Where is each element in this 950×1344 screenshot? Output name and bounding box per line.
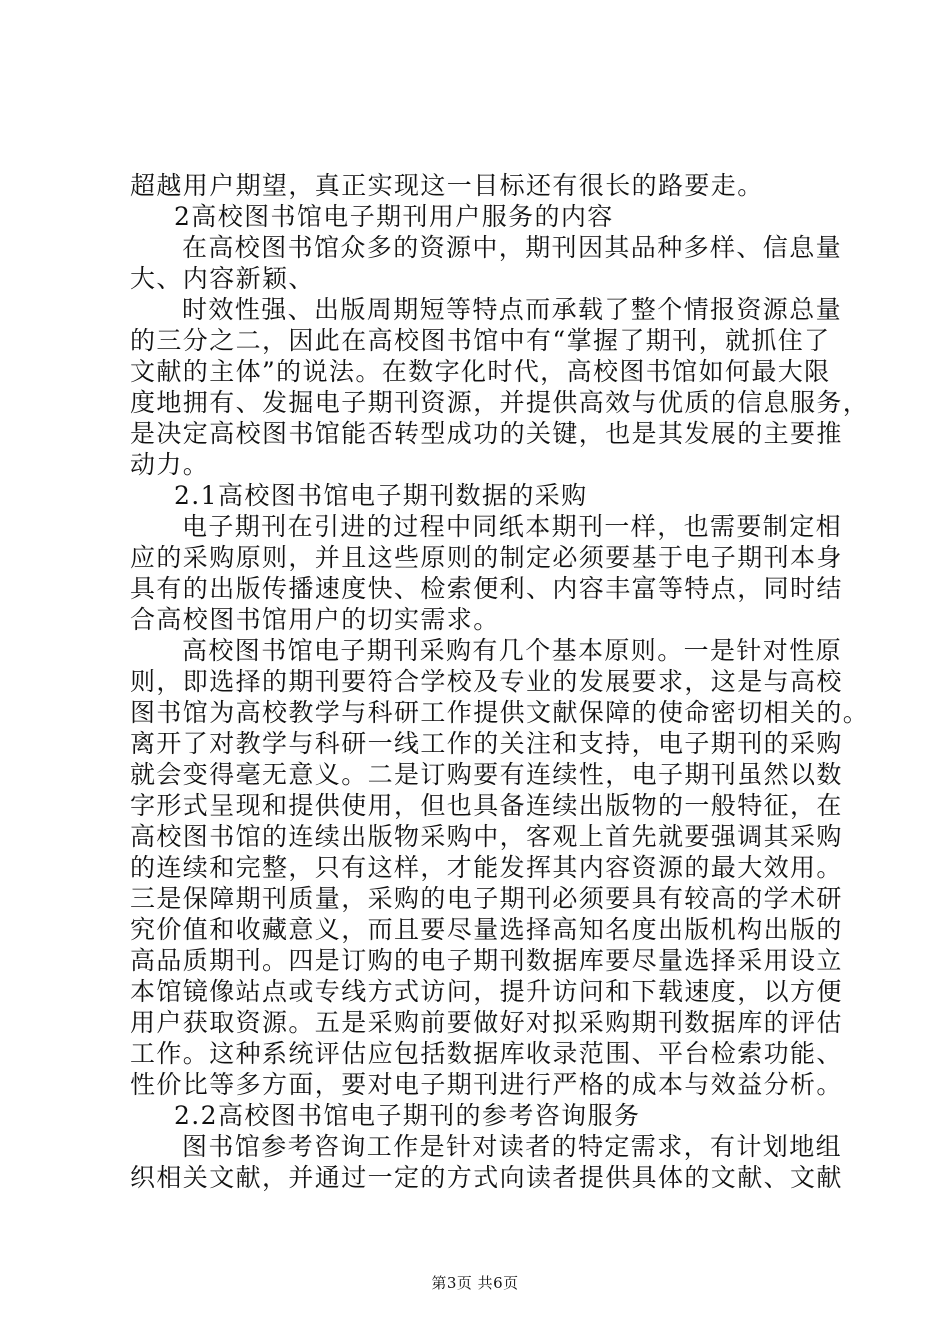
subsection-heading: 2.1高校图书馆电子期刊数据的采购: [174, 481, 588, 510]
body-line: 合高校图书馆用户的切实需求。: [130, 605, 500, 634]
body-line: 就会变得毫无意义。二是订购要有连续性，电子期刊虽然以数: [130, 760, 843, 789]
body-line: 性价比等多方面，要对电子期刊进行严格的成本与效益分析。: [130, 1070, 843, 1099]
body-line: 三是保障期刊质量，采购的电子期刊必须要具有较高的学术研: [130, 884, 843, 913]
body-line: 图书馆为高校教学与科研工作提供文献保障的使命密切相关的。: [130, 698, 870, 727]
body-line: 织相关文献，并通过一定的方式向读者提供具体的文献、文献: [130, 1163, 843, 1192]
paragraph-start-line: 高校图书馆电子期刊采购有几个基本原则。一是针对性原: [182, 636, 843, 665]
body-line: 则，即选择的期刊要符合学校及专业的发展要求，这是与高校: [130, 667, 843, 696]
body-line: 是决定高校图书馆能否转型成功的关键，也是其发展的主要推: [130, 419, 843, 448]
body-line: 究价值和收藏意义，而且要尽量选择高知名度出版机构出版的: [130, 915, 843, 944]
body-line: 超越用户期望，真正实现这一目标还有很长的路要走。: [130, 171, 764, 200]
body-line: 高校图书馆的连续出版物采购中，客观上首先就要强调其采购: [130, 822, 843, 851]
body-line: 工作。这种系统评估应包括数据库收录范围、平台检索功能、: [130, 1039, 843, 1068]
page-footer: 第3页 共6页: [431, 1274, 519, 1292]
body-line: 的连续和完整，只有这样，才能发挥其内容资源的最大效用。: [130, 853, 843, 882]
body-line: 用户获取资源。五是采购前要做好对拟采购期刊数据库的评估: [130, 1008, 843, 1037]
paragraph-start-line: 图书馆参考咨询工作是针对读者的特定需求，有计划地组: [182, 1132, 843, 1161]
paragraph-start-line: 时效性强、出版周期短等特点而承载了整个情报资源总量: [182, 295, 843, 324]
body-line: 大、内容新颖、: [130, 264, 315, 293]
body-line: 动力。: [130, 450, 210, 479]
body-line: 应的采购原则，并且这些原则的制定必须要基于电子期刊本身: [130, 543, 843, 572]
body-line: 高品质期刊。四是订购的电子期刊数据库要尽量选择采用设立: [130, 946, 843, 975]
body-line: 文献的主体”的说法。在数字化时代，高校图书馆如何最大限: [130, 357, 831, 386]
body-line: 具有的出版传播速度快、检索便利、内容丰富等特点，同时结: [130, 574, 843, 603]
subsection-heading: 2.2高校图书馆电子期刊的参考咨询服务: [174, 1101, 641, 1130]
document-body: [130, 170, 870, 1193]
section-heading: 2高校图书馆电子期刊用户服务的内容: [174, 202, 614, 231]
paragraph-start-line: 电子期刊在引进的过程中同纸本期刊一样，也需要制定相: [182, 512, 843, 541]
paragraph-start-line: 在高校图书馆众多的资源中，期刊因其品种多样、信息量: [182, 233, 843, 262]
body-line: 本馆镜像站点或专线方式访问，提升访问和下载速度，以方便: [130, 977, 843, 1006]
body-line: 离开了对教学与科研一线工作的关注和支持，电子期刊的采购: [130, 729, 843, 758]
body-line: 的三分之二，因此在高校图书馆中有“掌握了期刊，就抓住了: [130, 326, 831, 355]
body-line: 字形式呈现和提供使用，但也具备连续出版物的一般特征，在: [130, 791, 843, 820]
body-line: 度地拥有、发掘电子期刊资源，并提供高效与优质的信息服务，: [130, 388, 870, 417]
